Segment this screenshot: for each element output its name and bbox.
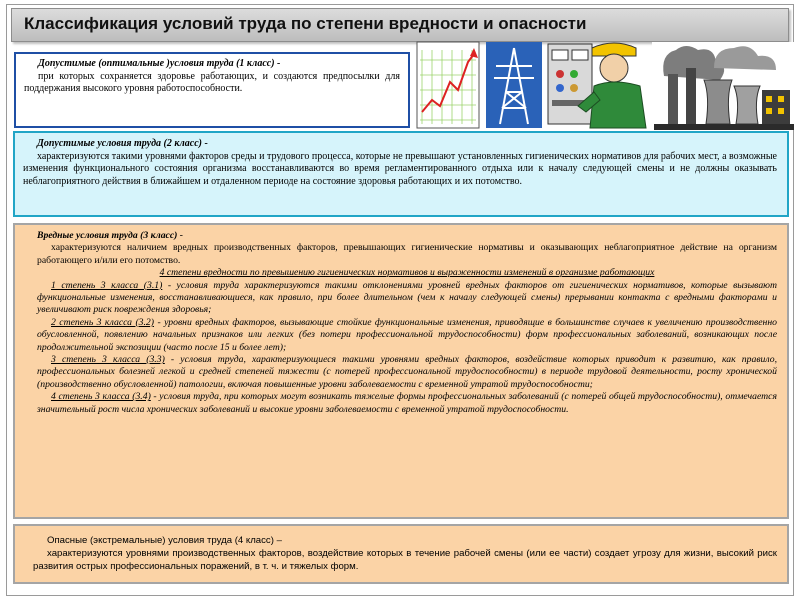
class1-box [14,52,410,128]
degree-label: 4 степень 3 класса (3.4) [51,391,151,403]
power-tower-icon [486,42,542,128]
illustrations [414,40,794,130]
industrial-plant-icon [652,42,794,130]
degree-text: - условия труда, характеризующиеся такими уровнями вредных факторов, воздействие которых приводит к развитию, как правило, профессиональных болезней легкой и средней степеней тяжести (с потерей профессиональной трудоспособности) в периоде трудовой деятельности, росту хронической (производственно обусловленной) патологии, включая повышенные уровни заболеваемости с временной утратой трудоспособности; [37,354,777,390]
class4-heading: Опасные (экстремальные) условия труда (4 класс) – [47,535,282,546]
growth-chart-icon [417,42,479,128]
class3-heading: Вредные условия труда (3 класс) - [37,230,184,241]
class3-box [13,223,789,519]
class1-heading: Допустимые (оптимальные )условия труда (1 класс) - [38,58,281,69]
degree-text: - условия труда, при которых могут возникать тяжелые формы профессиональных заболеваний (с потерей общей трудоспособности), отмечается значительный рост числа хронических заболеваний и высокие уровни заболеваемости с временной утратой трудоспособности. [37,391,777,415]
class4-text: характеризуются уровнями производственных факторов, воздействие которых в течение рабочей смены (или ее части) создает угрозу для жизни, высокий риск развития острых профессиональных поражений, в т. ч. и тяжелых форм. [33,548,777,572]
class1-text: при которых сохраняется здоровье работающих, и создаются предпосылки для поддержания высокого уровня работоспособности. [24,70,400,94]
degree-text: - условия труда характеризуются такими отклонениями уровней вредных факторов от гигиенических нормативов, которые вызывают функциональные изменения, восстанавливающиеся, как правило, при более длительном (чем к началу следующей смены) прерывании контакта с вредными факторами и увеличивают риск повреждения здоровья; [37,279,777,316]
degree-item-4 [37,391,777,416]
page-title: Классификация условий труда по степени вредности и опасности [24,14,587,33]
degree-item-1 [37,280,777,317]
class2-box [13,131,789,217]
degree-label: 1 степень 3 класса (3.1) [51,279,163,291]
degree-label: 3 степень 3 класса (3.3) [51,354,165,366]
degree-item-3 [37,354,777,391]
degree-label: 2 степень 3 класса (3.2) [51,316,155,328]
degree-item-2 [37,317,777,354]
class2-heading: Допустимые условия труда (2 класс) - [37,138,208,149]
class2-text: характеризуются такими уровнями факторов среды и трудового процесса, которые не превышают установленных гигиенических нормативов для рабочих мест, а возможные изменения функционального состояния организма восстанавливаются во время регламентированного отдыха или к началу следующей смены и не должны оказывать неблагоприятного действия в ближайшем и отдаленном периоде на состояние здоровья работающих и их потомство. [23,150,777,187]
title-bar [11,8,789,42]
class4-box [13,524,789,584]
class3-text: характеризуются наличием вредных производственных факторов, превышающих гигиенические нормативы и оказывающих неблагоприятное действие на организм работающего и/или его потомство. [37,242,777,266]
worker-at-panel-icon [548,43,646,128]
class3-subtitle: 4 степени вредности по превышению гигиенических нормативов и выраженности изменений в организме работающих [159,267,655,279]
degree-text: - уровни вредных факторов, вызывающие стойкие функциональные изменения, приводящие в большинстве случаев к увеличению производственно обусловленной, появлению начальных признаков или легких (без потери профессиональной трудоспособности) форм профессиональных заболеваний, возникающих после продолжительной экспозиции (часто после 15 и более лет); [37,316,777,353]
